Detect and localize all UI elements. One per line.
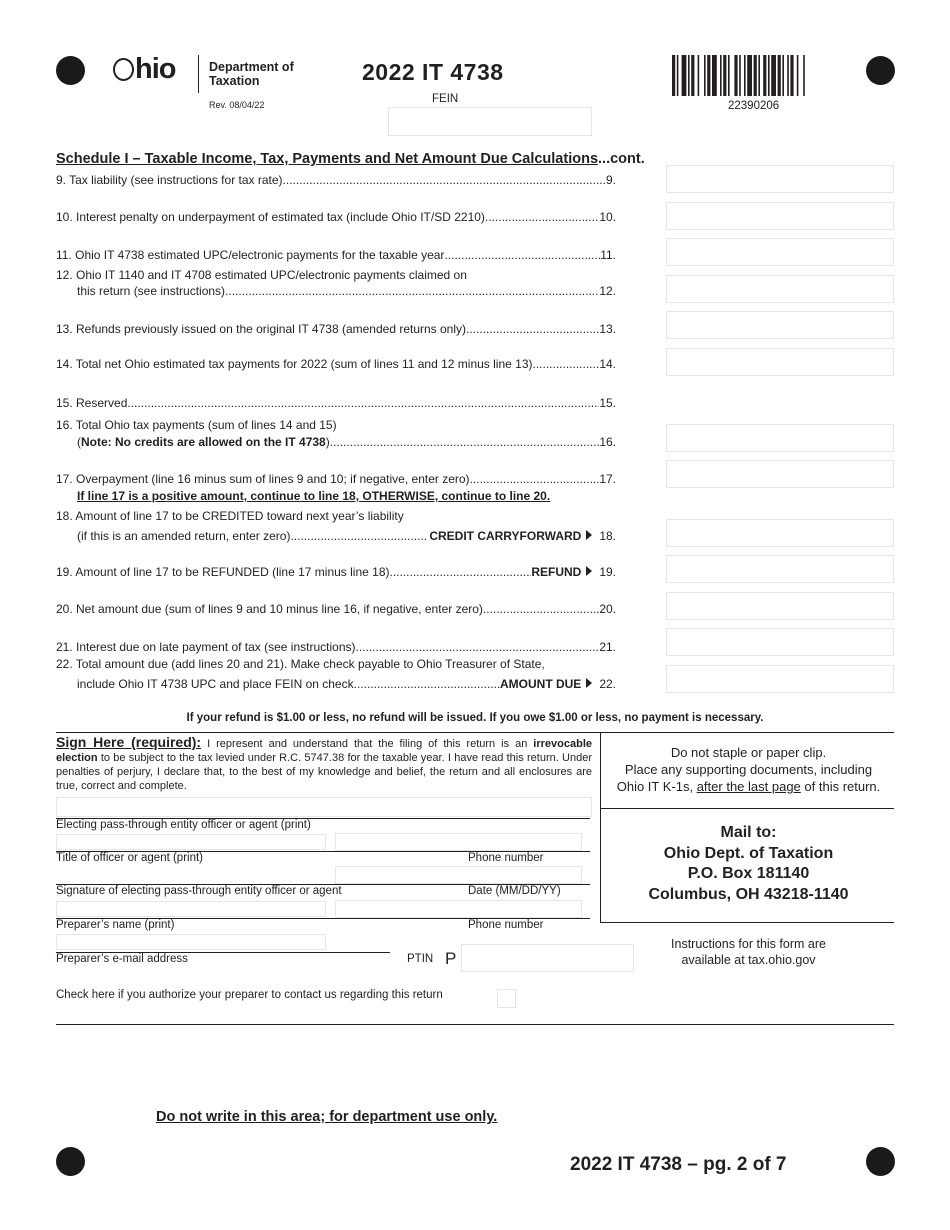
line-12-number: 12. xyxy=(599,284,616,298)
page-footer: 2022 IT 4738 – pg. 2 of 7 xyxy=(570,1154,787,1175)
barcode-bar xyxy=(803,55,805,96)
ptin-label: PTIN xyxy=(407,953,434,965)
line-12-text-1: 12. Ohio IT 1140 and IT 4708 estimated UPC/electronic payments claimed on xyxy=(56,268,467,282)
line-15-text: 15. Reserved xyxy=(56,396,128,410)
line-19-text: 19. Amount of line 17 to be REFUNDED (line 17 minus line 18) xyxy=(56,565,390,579)
line-16-paren-open: ( xyxy=(77,435,81,449)
department-name xyxy=(209,60,294,88)
barcode-bar xyxy=(771,55,776,96)
mailing-address xyxy=(603,823,894,905)
credit-carryforward-label: CREDIT CARRYFORWARD xyxy=(429,529,582,543)
department-line-2: Taxation xyxy=(209,74,260,88)
line-17-text: 17. Overpayment (line 16 minus sum of lines 9 and 10; if negative, enter zero) xyxy=(56,472,470,486)
line-20-text: 20. Net amount due (sum of lines 9 and 10 minus line 16, if negative, enter zero) xyxy=(56,602,483,616)
preparer-email-label: Preparer’s e-mail address xyxy=(56,953,188,965)
preparer-name-label: Preparer’s name (print) xyxy=(56,919,175,931)
barcode-bar xyxy=(763,55,766,96)
line-21-number: 21. xyxy=(599,640,616,654)
barcode-bar xyxy=(782,55,784,96)
sign-declaration-part-2: to be subject to the tax levied under R.C. 5747.38 for the taxable year. I have read this return. Under penalties of perjury, I declare that, to the best of my knowledge and belief, the return and all enclosures are true, correct and complete. xyxy=(56,752,592,792)
line-10-amount-input[interactable] xyxy=(666,202,894,230)
barcode-bar xyxy=(768,55,770,96)
line-19-number: 19. xyxy=(599,565,616,579)
authorize-preparer-checkbox[interactable] xyxy=(497,989,516,1008)
preparer-name-input[interactable] xyxy=(56,901,326,917)
registration-mark-top-right xyxy=(866,56,895,85)
line-10 xyxy=(56,210,616,224)
line-17 xyxy=(56,472,616,503)
line-22-amount-input[interactable] xyxy=(666,665,894,693)
department-use-notice: Do not write in this area; for department use only. xyxy=(156,1109,498,1125)
line-13-number: 13. xyxy=(599,322,616,336)
registration-mark-bottom-left xyxy=(56,1147,85,1176)
instructions-line-1: Instructions for this form are xyxy=(671,937,826,951)
ptin-prefix: P xyxy=(445,949,457,968)
mail-panel-top-rule xyxy=(600,808,894,809)
staple-note-line-3-start: Ohio IT K-1s, xyxy=(616,779,697,794)
line-9-text: 9. Tax liability (see instructions for tax rate) xyxy=(56,173,283,187)
barcode-number: 22390206 xyxy=(728,100,780,112)
sign-section-bottom-rule xyxy=(56,1024,894,1025)
refund-threshold-note: If your refund is $1.00 or less, no refund will be issued. If you owe $1.00 or less, no payment is necessary. xyxy=(186,712,764,724)
line-22-text-2: include Ohio IT 4738 UPC and place FEIN on check xyxy=(77,677,354,691)
sign-section-top-rule xyxy=(56,732,894,733)
sign-section-divider xyxy=(600,732,601,923)
barcode-bar xyxy=(744,55,746,96)
barcode-bar xyxy=(778,55,781,96)
line-16-text-1: 16. Total Ohio tax payments (sum of lines 14 and 15) xyxy=(56,418,337,432)
revision-date: Rev. 08/04/22 xyxy=(209,100,265,110)
arrow-right-icon xyxy=(586,566,592,576)
mail-address-line-3: Columbus, OH 43218-1140 xyxy=(648,885,849,903)
line-9 xyxy=(56,173,616,187)
fein-label: FEIN xyxy=(432,93,459,105)
line-18-text-2: (if this is an amended return, enter zero) xyxy=(77,529,291,543)
mail-address-line-2: P.O. Box 181140 xyxy=(687,865,810,882)
line-21-amount-input[interactable] xyxy=(666,628,894,656)
line-10-text: 10. Interest penalty on underpayment of estimated tax (include Ohio IT/SD 2210) xyxy=(56,210,485,224)
signature-label: Signature of electing pass-through entity officer or agent xyxy=(56,885,342,897)
line-16 xyxy=(56,418,616,449)
registration-mark-bottom-right xyxy=(866,1147,895,1176)
barcode-bar xyxy=(682,55,687,96)
schedule-title xyxy=(56,151,645,167)
line-9-number: 9. xyxy=(605,173,616,187)
barcode-bar xyxy=(720,55,722,96)
line-21 xyxy=(56,640,616,654)
staple-note-line-1: Do not staple or paper clip. xyxy=(670,745,827,760)
line-20 xyxy=(56,602,616,616)
barcode-bar xyxy=(677,55,679,96)
line-17-instruction: If line 17 is a positive amount, continue to line 18, OTHERWISE, continue to line 20. xyxy=(77,489,551,503)
line-10-number: 10. xyxy=(599,210,616,224)
arrow-right-icon xyxy=(586,678,592,688)
line-14-amount-input[interactable] xyxy=(666,348,894,376)
barcode-bar xyxy=(747,55,752,96)
schedule-title-cont: ...cont. xyxy=(598,151,645,167)
line-12 xyxy=(56,268,616,298)
preparer-phone-label: Phone number xyxy=(468,919,544,931)
line-14 xyxy=(56,357,616,371)
line-18 xyxy=(56,509,616,543)
mail-to-label: Mail to: xyxy=(720,824,777,841)
line-11-amount-input[interactable] xyxy=(666,238,894,266)
barcode-bar xyxy=(672,55,675,96)
form-title: 2022 IT 4738 xyxy=(362,59,504,85)
officer-name-label: Electing pass-through entity officer or agent (print) xyxy=(56,819,311,831)
staple-note-line-3-end: of this return. xyxy=(800,779,881,794)
irrevocable-election-text: irrevocable election xyxy=(56,738,592,764)
mail-address-line-1: Ohio Dept. of Taxation xyxy=(663,844,834,862)
after-last-page-text: after the last page xyxy=(696,779,801,794)
line-13-amount-input[interactable] xyxy=(666,311,894,339)
officer-title-label: Title of officer or agent (print) xyxy=(56,852,204,864)
barcode-bar xyxy=(739,55,741,96)
line-11-number: 11. xyxy=(600,248,616,262)
staple-note xyxy=(603,744,894,795)
line-9-amount-input[interactable] xyxy=(666,165,894,193)
barcode-bar xyxy=(704,55,706,96)
line-17-number: 17. xyxy=(599,472,616,486)
preparer-phone-input[interactable] xyxy=(335,900,582,918)
arrow-right-icon xyxy=(586,530,592,540)
line-16-number: 16. xyxy=(599,435,616,449)
line-22-text-1: 22. Total amount due (add lines 20 and 21). Make check payable to Ohio Treasurer of State, xyxy=(56,657,545,671)
line-11-text: 11. Ohio IT 4738 estimated UPC/electronic payments for the taxable year xyxy=(56,248,445,262)
department-line-1: Department of xyxy=(209,60,294,74)
amount-due-label: AMOUNT DUE xyxy=(499,677,582,691)
authorize-preparer-label: Check here if you authorize your preparer to contact us regarding this return xyxy=(56,989,443,1001)
line-18-number: 18. xyxy=(599,529,616,543)
sign-declaration-part-1: I represent and understand that the filing of this return is an xyxy=(201,738,534,750)
barcode-bar xyxy=(688,55,690,96)
barcode-bar xyxy=(754,55,757,96)
fein-input[interactable] xyxy=(388,107,592,136)
line-14-number: 14. xyxy=(599,357,616,371)
line-20-number: 20. xyxy=(599,602,616,616)
line-18-amount-input[interactable] xyxy=(666,519,894,547)
sign-here-heading: Sign Here (required): xyxy=(56,734,202,750)
refund-label: REFUND xyxy=(531,565,582,579)
instructions-line-2: available at tax.ohio.gov xyxy=(681,953,816,967)
barcode-bar xyxy=(691,55,694,96)
barcode-bar xyxy=(728,55,730,96)
line-13-text: 13. Refunds previously issued on the original IT 4738 (amended returns only) xyxy=(56,322,467,336)
line-11 xyxy=(56,248,616,262)
line-22 xyxy=(56,657,616,691)
barcode-bar xyxy=(758,55,760,96)
preparer-email-input[interactable] xyxy=(56,934,326,950)
ohio-logo: hio xyxy=(113,55,176,84)
barcode-bar xyxy=(734,55,737,96)
barcode-bar xyxy=(797,55,799,96)
officer-name-input[interactable] xyxy=(56,797,592,817)
line-19-amount-input[interactable] xyxy=(666,555,894,583)
line-15-number: 15. xyxy=(599,396,616,410)
sign-declaration xyxy=(56,735,592,793)
line-16-note: Note: No credits are allowed on the IT 4738 xyxy=(81,435,326,449)
officer-title-input[interactable] xyxy=(56,834,326,850)
barcode-bar xyxy=(723,55,726,96)
line-17-amount-input[interactable] xyxy=(666,460,894,488)
barcode-bar xyxy=(698,55,700,96)
signature-date-input[interactable] xyxy=(335,866,582,884)
line-16-paren-close: ) xyxy=(325,435,330,449)
officer-phone-label: Phone number xyxy=(468,852,544,864)
logo-divider xyxy=(198,55,199,93)
barcode-bar xyxy=(787,55,789,96)
line-16-amount-input[interactable] xyxy=(666,424,894,452)
mail-panel-bottom-rule xyxy=(600,922,894,923)
schedule-title-main: Schedule I – Taxable Income, Tax, Payments and Net Amount Due Calculations xyxy=(56,151,599,167)
officer-phone-input[interactable] xyxy=(335,833,582,851)
line-15 xyxy=(56,396,616,410)
line-19 xyxy=(56,565,616,579)
barcode-bar xyxy=(712,55,717,96)
registration-mark-top-left xyxy=(56,56,85,85)
line-14-text: 14. Total net Ohio estimated tax payments for 2022 (sum of lines 11 and 12 minus line 13) xyxy=(56,357,533,371)
signature-date-label: Date (MM/DD/YY) xyxy=(468,885,561,897)
barcode-bar xyxy=(707,55,710,96)
line-20-amount-input[interactable] xyxy=(666,592,894,620)
line-21-text: 21. Interest due on late payment of tax (see instructions) xyxy=(56,640,356,654)
barcode-bar xyxy=(790,55,793,96)
instructions-note xyxy=(603,936,894,968)
line-22-number: 22. xyxy=(599,677,616,691)
line-18-text-1: 18. Amount of line 17 to be CREDITED toward next year’s liability xyxy=(56,509,404,523)
barcode xyxy=(672,55,840,96)
line-13 xyxy=(56,322,616,336)
line-12-text-2: this return (see instructions) xyxy=(77,284,226,298)
staple-note-line-2: Place any supporting documents, including xyxy=(624,762,873,777)
line-12-amount-input[interactable] xyxy=(666,275,894,303)
